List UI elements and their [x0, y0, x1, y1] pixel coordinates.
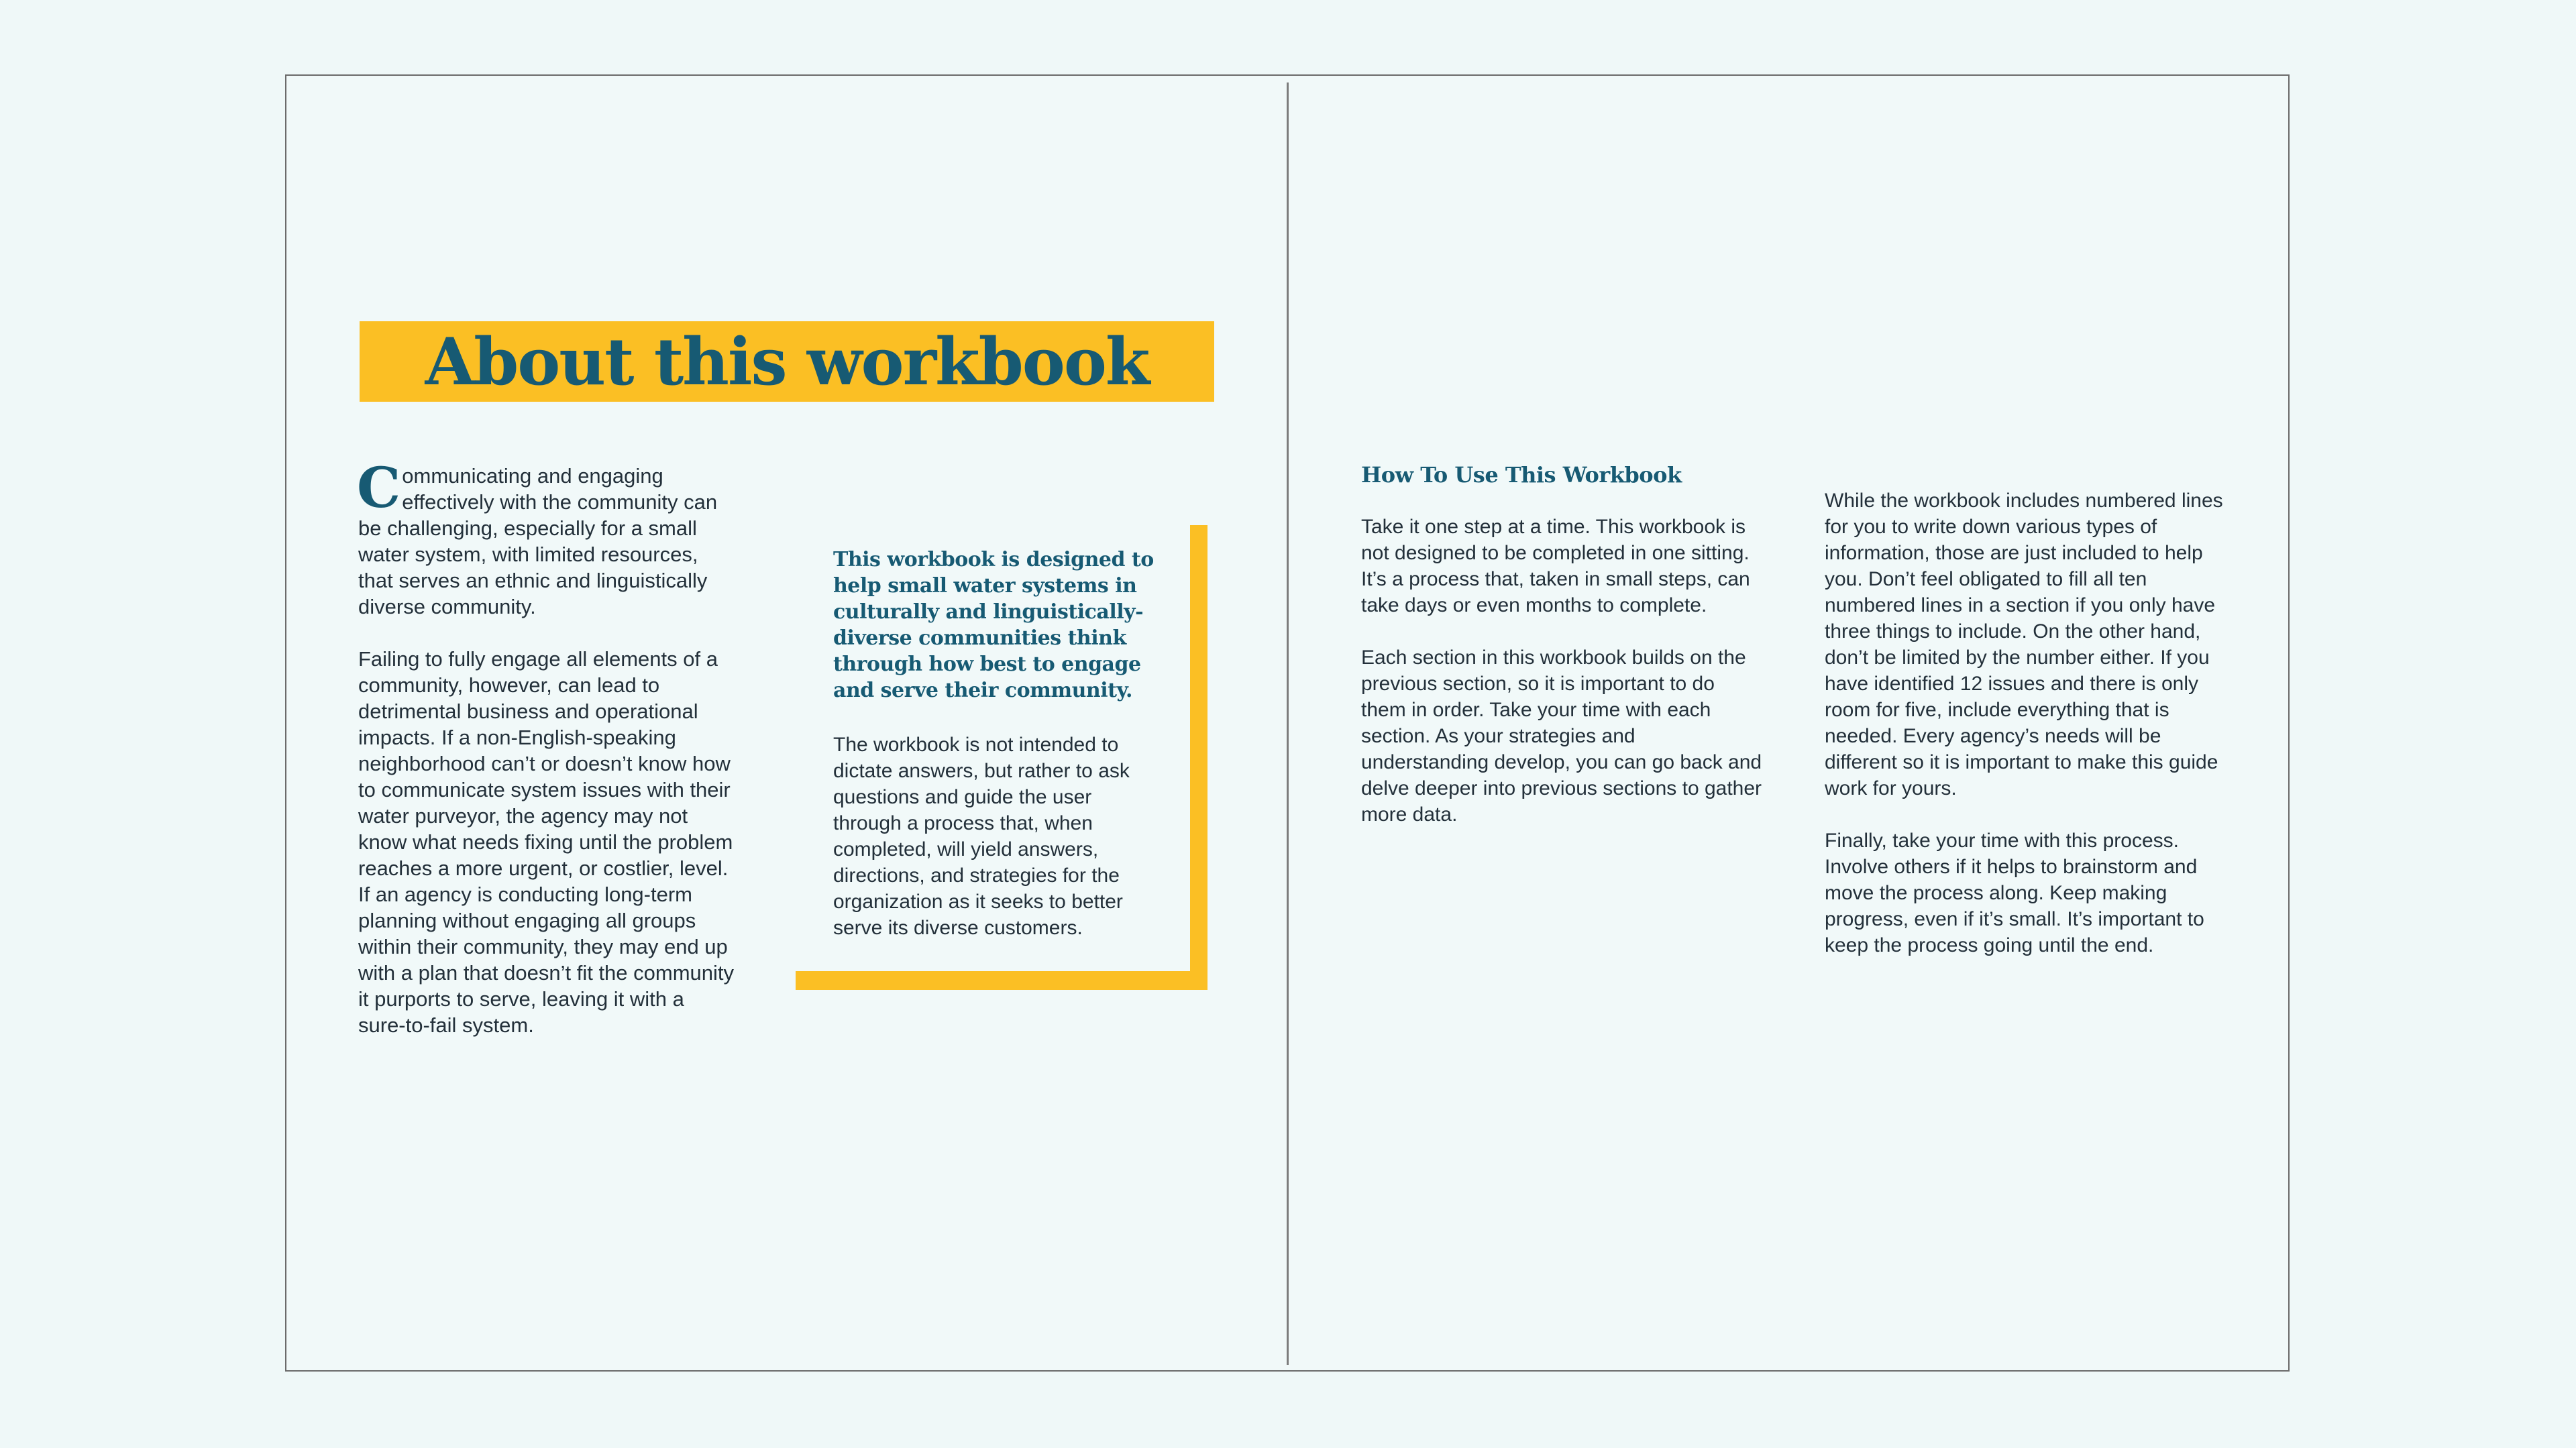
callout-heading: This workbook is designed to help small water systems in culturally and linguistically-diverse communities think through how best to engage and serve their community.: [833, 548, 1154, 702]
callout-accent-vertical: [1190, 525, 1208, 990]
callout-content: [833, 547, 1162, 941]
intro-paragraph-1-text: ommunicating and engaging effectively with the community can be challenging, especially for a small water system, with limited resources, that serves an ethnic and linguistically diverse community.: [358, 464, 718, 618]
intro-paragraph-2: Failing to fully engage all elements of a community, however, can lead to detrimental business and operational impacts. If a non-English-speaking neighborhood can’t or doesn’t know how to communicate system issues with their water purveyor, the agency may not know what needs fixing until the problem reaches a more urgent, or costlier, level. If an agency is conducting long-term planning without engaging all groups within their community, they may end up with a plan that doesn’t fit the community it purports to serve, leaving it with a sure-to-fail system.: [358, 647, 735, 1037]
how-to-paragraph-2: Each section in this workbook builds on the previous section, so it is important to do them in order. Take your time with each section. As your strategies and understanding develop, you can go back and delve deeper into previous sections to gather more data.: [1361, 647, 1762, 826]
how-to-heading: How To Use This Workbook: [1361, 462, 1682, 488]
callout-accent-horizontal: [796, 971, 1208, 990]
how-to-paragraph-4: Finally, take your time with this process. Involve others if it helps to brainstorm and move the process along. Keep making progress, even if it’s small. It’s important to keep the process going until the end.: [1825, 830, 2204, 956]
how-to-column-right: [1825, 488, 2227, 958]
drop-cap: C: [357, 456, 401, 520]
how-to-column-left: [1361, 514, 1764, 828]
callout-box: [796, 525, 1208, 990]
title-banner: [360, 321, 1214, 402]
intro-column: [357, 456, 735, 1038]
page-title: About this workbook: [425, 323, 1149, 400]
page-gutter-divider: [1287, 82, 1289, 1365]
callout-body: The workbook is not intended to dictate answers, but rather to ask questions and guide the user through a process that, when completed, will yield answers, directions, and strategies for the organization as it seeks to better serve its diverse customers.: [833, 734, 1130, 939]
intro-paragraph-1: [357, 456, 734, 620]
how-to-paragraph-1: Take it one step at a time. This workbook is not designed to be completed in one sitting. It’s a process that, taken in small steps, can take days or even months to complete.: [1361, 516, 1750, 616]
how-to-paragraph-3: While the workbook includes numbered lines for you to write down various types of information, those are just included to help you. Don’t feel obligated to fill all ten numbered lines in a section if you only have three things to include. On the other hand, don’t be limited by the number either. If you have identified 12 issues and there is only room for five, include everything that is needed. Every agency’s needs will be different so it is important to make this guide work for yours.: [1825, 490, 2223, 799]
